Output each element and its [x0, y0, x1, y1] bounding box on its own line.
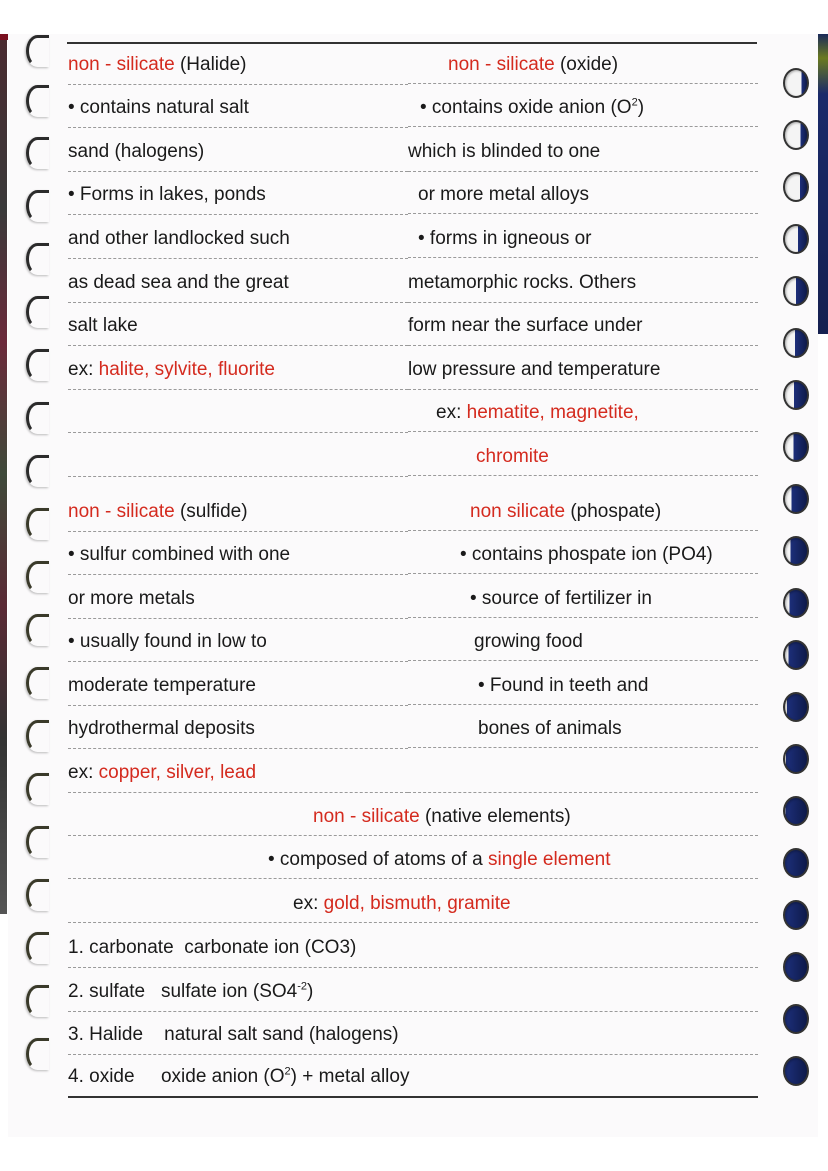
heading-type: (native elements)	[424, 806, 571, 827]
ring-icon	[26, 243, 49, 275]
item-description: natural salt sand (halogens)	[164, 1024, 399, 1045]
example-values: halite, sylvite, fluorite	[98, 359, 275, 380]
note-highlight: single element	[488, 849, 611, 870]
note-line: and other landlocked such	[68, 224, 408, 259]
example-values: hematite, magnetite,	[466, 402, 639, 423]
ring-icon	[26, 720, 49, 752]
hole-icon	[783, 120, 809, 150]
example-line	[408, 442, 758, 476]
note-line: as dead sea and the great	[68, 268, 408, 303]
hole-icon	[783, 796, 809, 826]
example-label: ex:	[68, 762, 94, 783]
ring-icon	[26, 296, 49, 328]
item-number: 2.	[68, 981, 84, 1002]
note-line	[68, 845, 758, 879]
hole-icon	[783, 640, 809, 670]
hole-icon	[783, 536, 809, 566]
note-line: • Forms in lakes, ponds	[68, 180, 408, 215]
note-text: )	[637, 97, 645, 118]
ring-icon	[26, 1038, 49, 1070]
superscript: 2	[631, 96, 638, 109]
ring-icon	[26, 614, 49, 646]
note-line: • Found in teeth and	[408, 671, 758, 705]
ring-icon	[26, 508, 49, 540]
ring-icon	[26, 773, 49, 805]
top-rule-line	[67, 42, 757, 44]
item-description: )	[307, 981, 314, 1002]
blank-line	[408, 758, 758, 793]
note-line: or more metal alloys	[408, 180, 758, 214]
heading-sulfide	[68, 497, 408, 532]
note-line: bones of animals	[408, 714, 758, 748]
hole-icon	[783, 692, 809, 722]
ring-icon	[26, 455, 49, 487]
summary-item	[68, 1062, 758, 1098]
heading-oxide	[408, 50, 758, 84]
ring-icon	[26, 190, 49, 222]
note-line: low pressure and temperature	[408, 355, 758, 390]
heading-phosphate	[408, 497, 758, 531]
hole-icon	[783, 848, 809, 878]
item-description: oxide anion (O	[160, 1066, 285, 1087]
ring-icon	[26, 561, 49, 593]
note-line: • contains phospate ion (PO4)	[408, 540, 758, 574]
item-description: ) + metal alloy	[290, 1066, 410, 1087]
hole-icon	[783, 224, 809, 254]
summary-item	[68, 977, 758, 1012]
hole-icon	[783, 952, 809, 982]
ring-icon	[26, 137, 49, 169]
ring-icon	[26, 35, 49, 67]
ring-icon	[26, 879, 49, 911]
ring-icon	[26, 826, 49, 858]
note-line: salt lake	[68, 311, 408, 346]
note-line	[408, 93, 758, 127]
example-values: copper, silver, lead	[98, 762, 257, 783]
note-line: growing food	[408, 627, 758, 661]
example-label: ex:	[293, 893, 319, 914]
item-number: 4.	[68, 1066, 84, 1087]
heading-type: (phospate)	[570, 501, 662, 522]
heading-keyword: non - silicate	[313, 806, 420, 827]
item-number: 3.	[68, 1024, 84, 1045]
hole-icon	[783, 328, 809, 358]
hole-icon	[783, 588, 809, 618]
note-line: • contains natural salt	[68, 93, 408, 128]
summary-item	[68, 1020, 758, 1055]
note-line: form near the surface under	[408, 311, 758, 346]
item-description: sulfate ion (SO4	[160, 981, 298, 1002]
item-number: 1.	[68, 937, 84, 958]
note-line: metamorphic rocks. Others	[408, 268, 758, 303]
ring-icon	[26, 932, 49, 964]
superscript: 2	[284, 1065, 291, 1078]
note-line: • source of fertilizer in	[408, 584, 758, 618]
page-bottom-margin	[0, 1137, 828, 1171]
item-name: carbonate	[89, 937, 174, 958]
superscript: -2	[297, 980, 307, 993]
hole-icon	[783, 432, 809, 462]
heading-keyword: non - silicate	[68, 501, 175, 522]
heading-type: (Halide)	[179, 54, 247, 75]
hole-icon	[783, 900, 809, 930]
background-binder-right	[818, 34, 828, 334]
item-name: oxide	[89, 1066, 135, 1087]
item-name: sulfate	[89, 981, 146, 1002]
ring-icon	[26, 402, 49, 434]
note-line: hydrothermal deposits	[68, 714, 408, 749]
hole-icon	[783, 1056, 809, 1086]
note-line: moderate temperature	[68, 671, 408, 706]
item-name: Halide	[89, 1024, 144, 1045]
heading-halide	[68, 50, 408, 85]
example-line	[408, 398, 758, 432]
example-values: gold, bismuth, gramite	[323, 893, 511, 914]
note-line: or more metals	[68, 584, 408, 619]
ring-icon	[26, 667, 49, 699]
hole-icon	[783, 276, 809, 306]
background-fabric-left	[0, 34, 7, 914]
hole-icon	[783, 1004, 809, 1034]
note-text: • contains oxide anion (O	[420, 97, 632, 118]
note-line: • sulfur combined with one	[68, 540, 408, 575]
note-line: • forms in igneous or	[408, 224, 758, 258]
heading-type: (oxide)	[559, 54, 619, 75]
heading-keyword: non - silicate	[448, 54, 555, 75]
summary-item	[68, 933, 758, 968]
note-line: sand (halogens)	[68, 137, 408, 172]
note-line: which is blinded to one	[408, 137, 758, 172]
example-values: chromite	[476, 446, 549, 467]
hole-icon	[783, 68, 809, 98]
example-line	[68, 355, 408, 390]
heading-native	[68, 802, 758, 836]
ring-icon	[26, 985, 49, 1017]
hole-icon	[783, 484, 809, 514]
blank-line	[68, 398, 408, 433]
note-text: • composed of atoms of a	[268, 849, 483, 870]
heading-keyword: non silicate	[470, 501, 566, 522]
heading-keyword: non - silicate	[68, 54, 175, 75]
item-description: carbonate ion (CO3)	[184, 937, 357, 958]
hole-icon	[783, 744, 809, 774]
example-line	[68, 889, 758, 923]
hole-icon	[783, 172, 809, 202]
example-label: ex:	[436, 402, 462, 423]
ring-icon	[26, 85, 49, 117]
ring-icon	[26, 349, 49, 381]
background-edge	[0, 34, 8, 40]
example-line	[68, 758, 408, 793]
heading-type: (sulfide)	[179, 501, 248, 522]
blank-line	[68, 442, 408, 477]
hole-icon	[783, 380, 809, 410]
note-line: • usually found in low to	[68, 627, 408, 662]
example-label: ex:	[68, 359, 94, 380]
